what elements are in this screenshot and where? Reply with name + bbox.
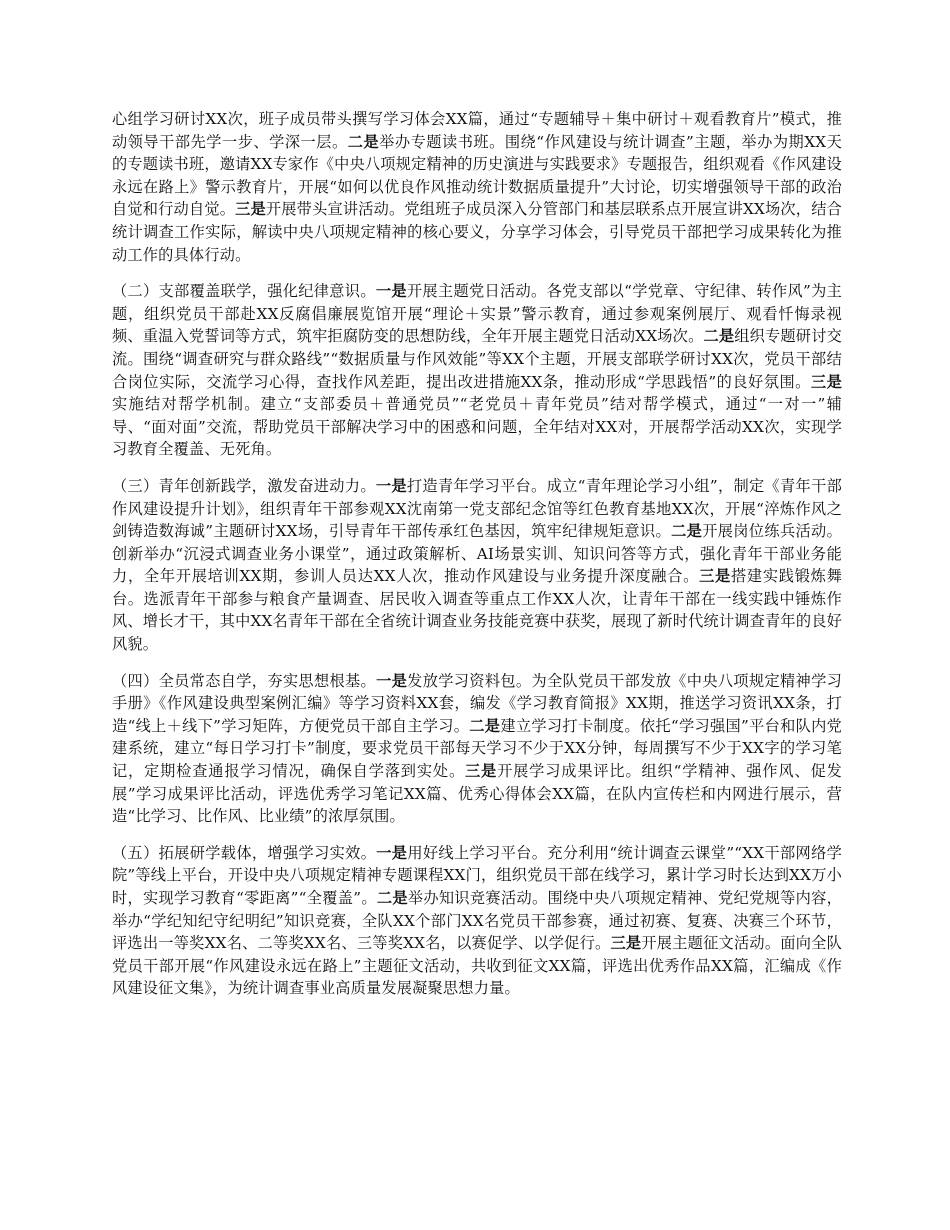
keyword-bold: 二是 [469, 716, 501, 735]
keyword-bold: 二是 [703, 327, 735, 346]
paragraph-1 [112, 108, 842, 266]
section-heading: （四）全员常态自学，夯实思想根基。 [112, 671, 377, 690]
keyword-bold: 三是 [810, 372, 842, 391]
section-heading: （二）支部覆盖联学，强化纪律意识。 [112, 282, 376, 301]
paragraph-3 [112, 475, 842, 656]
paragraph-5 [112, 842, 842, 1000]
text-run: 心组学习研讨XX次，班子成员带头撰写学习体会XX篇，通过“专题辅导＋集中研讨＋观看教育片”模式，推动领导干部先学一步、学深一层。 [112, 110, 842, 151]
text-run: 发放学习资料包。为全队党员干部发放《中央八项规定精神学习手册》《作风建设典型案例汇编》等学习资料XX套，编发《学习教育简报》XX期，推送学习资讯XX条，打造“线上＋线下”学习矩阵，方便党员干部自主学习。 [112, 671, 842, 735]
keyword-bold: 一是 [375, 476, 407, 495]
text-run: 举办专题读书班。围绕“作风建设与统计调查”主题，举办为期XX天的专题读书班，邀请XX专家作《中央八项规定精神的历史演进与实践要求》专题报告，组织观看《作风建设永远在路上》警示教育片，开展“如何以优良作风推动统计数据质量提升”大讨论，切实增强领导干部的政治自觉和行动自觉。 [112, 132, 843, 219]
keyword-bold: 二是 [671, 522, 703, 541]
text-run: 开展主题党日活动。各党支部以“学党章、守纪律、转作风”为主题，组织党员干部赴XX反腐倡廉展览馆开展“理论＋实景”警示教育，通过参观案例展厅、观看忏悔录视频、重温入党誓词等方式，筑牢拒腐防变的思想防线，全年开展主题党日活动XX场次。 [112, 282, 842, 346]
text-run: 开展学习成果评比。组织“学精神、强作风、促发展”学习成果评比活动，评选优秀学习笔记XX篇、优秀心得体会XX篇，在队内宣传栏和内网进行展示，营造“比学习、比作风、比业绩”的浓厚氛围。 [112, 762, 842, 826]
text-run: 开展岗位练兵活动。创新举办“沉浸式调查业务小课堂”，通过政策解析、AI场景实训、知识问答等方式，强化青年干部业务能力，全年开展培训XX期，参训人员达XX人次，推动作风建设与业务提升深度融合。 [112, 522, 842, 586]
text-run: 建立学习打卡制度。依托“学习强国”平台和队内党建系统，建立“每日学习打卡”制度，要求党员干部每天学习不少于XX分钟，每周撰写不少于XX字的学习笔记，定期检查通报学习情况，确保自学落到实处。 [112, 716, 842, 781]
keyword-bold: 三是 [699, 567, 731, 586]
section-heading: （五）拓展研学载体，增强学习实效。 [112, 843, 377, 862]
text-run: 用好线上学习平台。充分利用“统计调查云课堂”“XX干部网络学院”等线上平台，开设中央八项规定精神专题课程XX门，组织党员干部在线学习，累计学习时长达到XX万小时，实现学习教育“零距离”“全覆盖”。 [112, 843, 843, 907]
paragraph-4 [112, 670, 842, 828]
keyword-bold: 一是 [376, 843, 408, 862]
keyword-bold: 一是 [375, 282, 407, 301]
keyword-bold: 三是 [235, 200, 266, 219]
keyword-bold: 三是 [465, 762, 498, 781]
keyword-bold: 二是 [347, 132, 380, 151]
keyword-bold: 三是 [610, 934, 642, 953]
keyword-bold: 一是 [376, 671, 408, 690]
text-run: 打造青年学习平台。成立“青年理论学习小组”，制定《青年干部作风建设提升计划》，组织青年干部参观XX沈南第一党支部纪念馆等红色教育基地XX次，开展“淬炼作风之剑铸造数海诚”主题研讨XX场，引导青年干部传承红色基因，筑牢纪律规矩意识。 [112, 476, 842, 541]
text-run: 开展主题征文活动。面向全队党员干部开展“作风建设永远在路上”主题征文活动，共收到征文XX篇，评选出优秀作品XX篇，汇编成《作风建设征文集》，为统计调查事业高质量发展凝聚思想力量。 [112, 934, 842, 998]
section-heading: （三）青年创新践学，激发奋进动力。 [112, 476, 376, 495]
text-run: 实施结对帮学机制。建立“支部委员＋普通党员”“老党员＋青年党员”结对帮学模式，通过“一对一”辅导、“面对面”交流，帮助党员干部解决学习中的困惑和问题，全年结对XX对，开展帮学活动XX次，实现学习教育全覆盖、无死角。 [112, 395, 842, 459]
text-run: 开展带头宣讲活动。党组班子成员深入分管部门和基层联系点开展宣讲XX场次，结合统计调查工作实际，解读中央八项规定精神的核心要义，分享学习体会，引导党员干部把学习成果转化为推动工作的具体行动。 [112, 200, 842, 264]
text-run: 组织专题研讨交流。围绕“调查研究与群众路线”“数据质量与作风效能”等XX个主题，开展支部联学研讨XX次，党员干部结合岗位实际，交流学习心得，查找作风差距，提出改进措施XX条，推动形成“学思践悟”的良好氛围。 [112, 327, 842, 391]
paragraph-2 [112, 280, 842, 461]
keyword-bold: 二是 [376, 889, 408, 907]
text-run: 举办知识竞赛活动。围绕中央八项规定精神、党纪党规等内容，举办“学纪知纪守纪明纪”知识竞赛，全队XX个部门XX名党员干部参赛，通过初赛、复赛、决赛三个环节，评选出一等奖XX名、二等奖XX名、三等奖XX名，以赛促学、以学促行。 [112, 889, 843, 953]
document-page [112, 108, 842, 1014]
text-run: 搭建实践锻炼舞台。选派青年干部参与粮食产量调查、居民收入调查等重点工作XX人次，让青年干部在一线实践中锤炼作风、增长才干，其中XX名青年干部在全省统计调查业务技能竞赛中获奖，展现了新时代统计调查青年的良好风貌。 [112, 567, 842, 654]
